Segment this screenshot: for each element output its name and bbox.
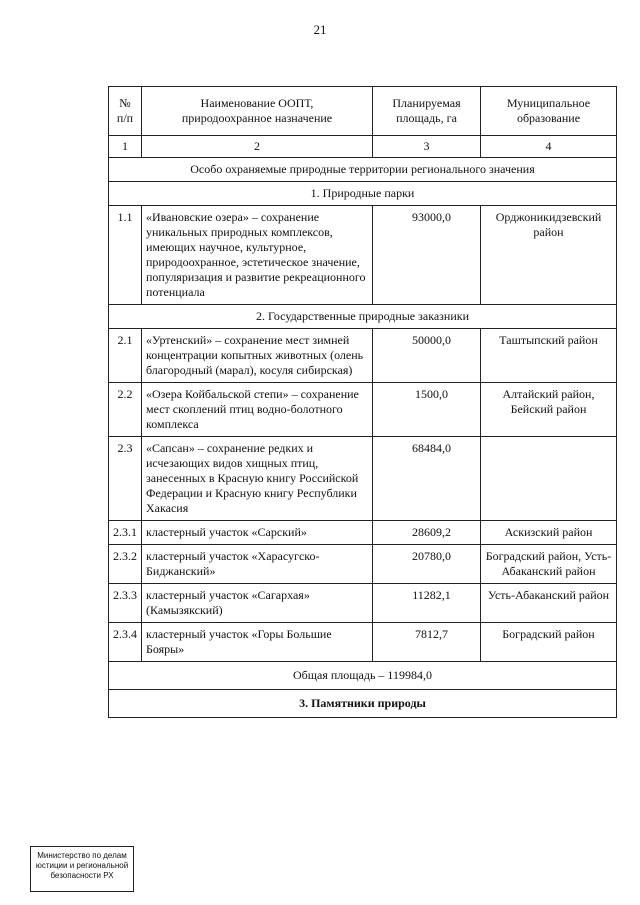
row-area: 7812,7 [373, 623, 481, 662]
header-num: № п/п [109, 87, 142, 136]
group-row [109, 690, 617, 718]
header-area: Планируемая площадь, га [373, 87, 481, 136]
row-num: 1.1 [109, 206, 142, 305]
header-name: Наименование ООПТ, природоохранное назначение [142, 87, 373, 136]
table-row [109, 383, 617, 437]
protected-areas-table [108, 86, 617, 718]
section-title: Особо охраняемые природные территории регионального значения [109, 158, 617, 182]
table-header-row [109, 87, 617, 136]
stamp-line: безопасности РХ [50, 871, 114, 880]
row-num: 2.1 [109, 329, 142, 383]
row-municipality: Усть-Абаканский район [481, 584, 617, 623]
stamp-line: юстиции и региональной [35, 861, 129, 870]
row-num: 2.3.4 [109, 623, 142, 662]
row-name: кластерный участок «Сагархая» (Камызякский) [142, 584, 373, 623]
row-name: «Сапсан» – сохранение редких и исчезающих видов хищных птиц, занесенных в Красную книгу Российской Федерации и Красную книгу Республики Хакасия [142, 437, 373, 521]
row-name: кластерный участок «Сарский» [142, 521, 373, 545]
page-number: 21 [313, 22, 327, 37]
row-area: 11282,1 [373, 584, 481, 623]
row-area: 50000,0 [373, 329, 481, 383]
section-row [109, 158, 617, 182]
row-name: «Ивановские озера» – сохранение уникальных природных комплексов, имеющих научное, культурное, природоохранное, эстетическое значение, популяризация и развитие рекреационного потенциала [142, 206, 373, 305]
row-name: кластерный участок «Горы Большие Бояры» [142, 623, 373, 662]
column-number-row [109, 136, 617, 158]
table-row [109, 329, 617, 383]
col-number: 1 [109, 136, 142, 158]
row-num: 2.2 [109, 383, 142, 437]
row-municipality: Таштыпский район [481, 329, 617, 383]
row-num: 2.3.3 [109, 584, 142, 623]
table-row [109, 437, 617, 521]
row-name: «Озера Койбальской степи» – сохранение мест скоплений птиц водно-болотного комплекса [142, 383, 373, 437]
total-area: Общая площадь – 119984,0 [109, 662, 617, 690]
group-title: 2. Государственные природные заказники [109, 305, 617, 329]
row-num: 2.3.1 [109, 521, 142, 545]
row-municipality [481, 437, 617, 521]
table-row [109, 623, 617, 662]
group-row [109, 305, 617, 329]
table-row [109, 206, 617, 305]
table-row [109, 521, 617, 545]
row-municipality: Алтайский район, Бейский район [481, 383, 617, 437]
row-name: «Уртенский» – сохранение мест зимней концентрации копытных животных (олень благородный (марал), косуля сибирская) [142, 329, 373, 383]
col-number: 2 [142, 136, 373, 158]
row-area: 93000,0 [373, 206, 481, 305]
row-num: 2.3.2 [109, 545, 142, 584]
col-number: 3 [373, 136, 481, 158]
row-area: 1500,0 [373, 383, 481, 437]
row-area: 20780,0 [373, 545, 481, 584]
row-municipality: Боградский район, Усть-Абаканский район [481, 545, 617, 584]
col-number: 4 [481, 136, 617, 158]
total-row [109, 662, 617, 690]
row-municipality: Боградский район [481, 623, 617, 662]
ministry-stamp [30, 846, 134, 892]
row-municipality: Орджоникидзевский район [481, 206, 617, 305]
group-title: 1. Природные парки [109, 182, 617, 206]
table-row [109, 584, 617, 623]
stamp-line: Министерство по делам [37, 851, 127, 860]
row-num: 2.3 [109, 437, 142, 521]
row-area: 28609,2 [373, 521, 481, 545]
header-municipality: Муниципальное образование [481, 87, 617, 136]
group-title: 3. Памятники природы [109, 690, 617, 718]
row-area: 68484,0 [373, 437, 481, 521]
row-municipality: Аскизский район [481, 521, 617, 545]
table-row [109, 545, 617, 584]
row-name: кластерный участок «Харасугско-Биджанский» [142, 545, 373, 584]
group-row [109, 182, 617, 206]
